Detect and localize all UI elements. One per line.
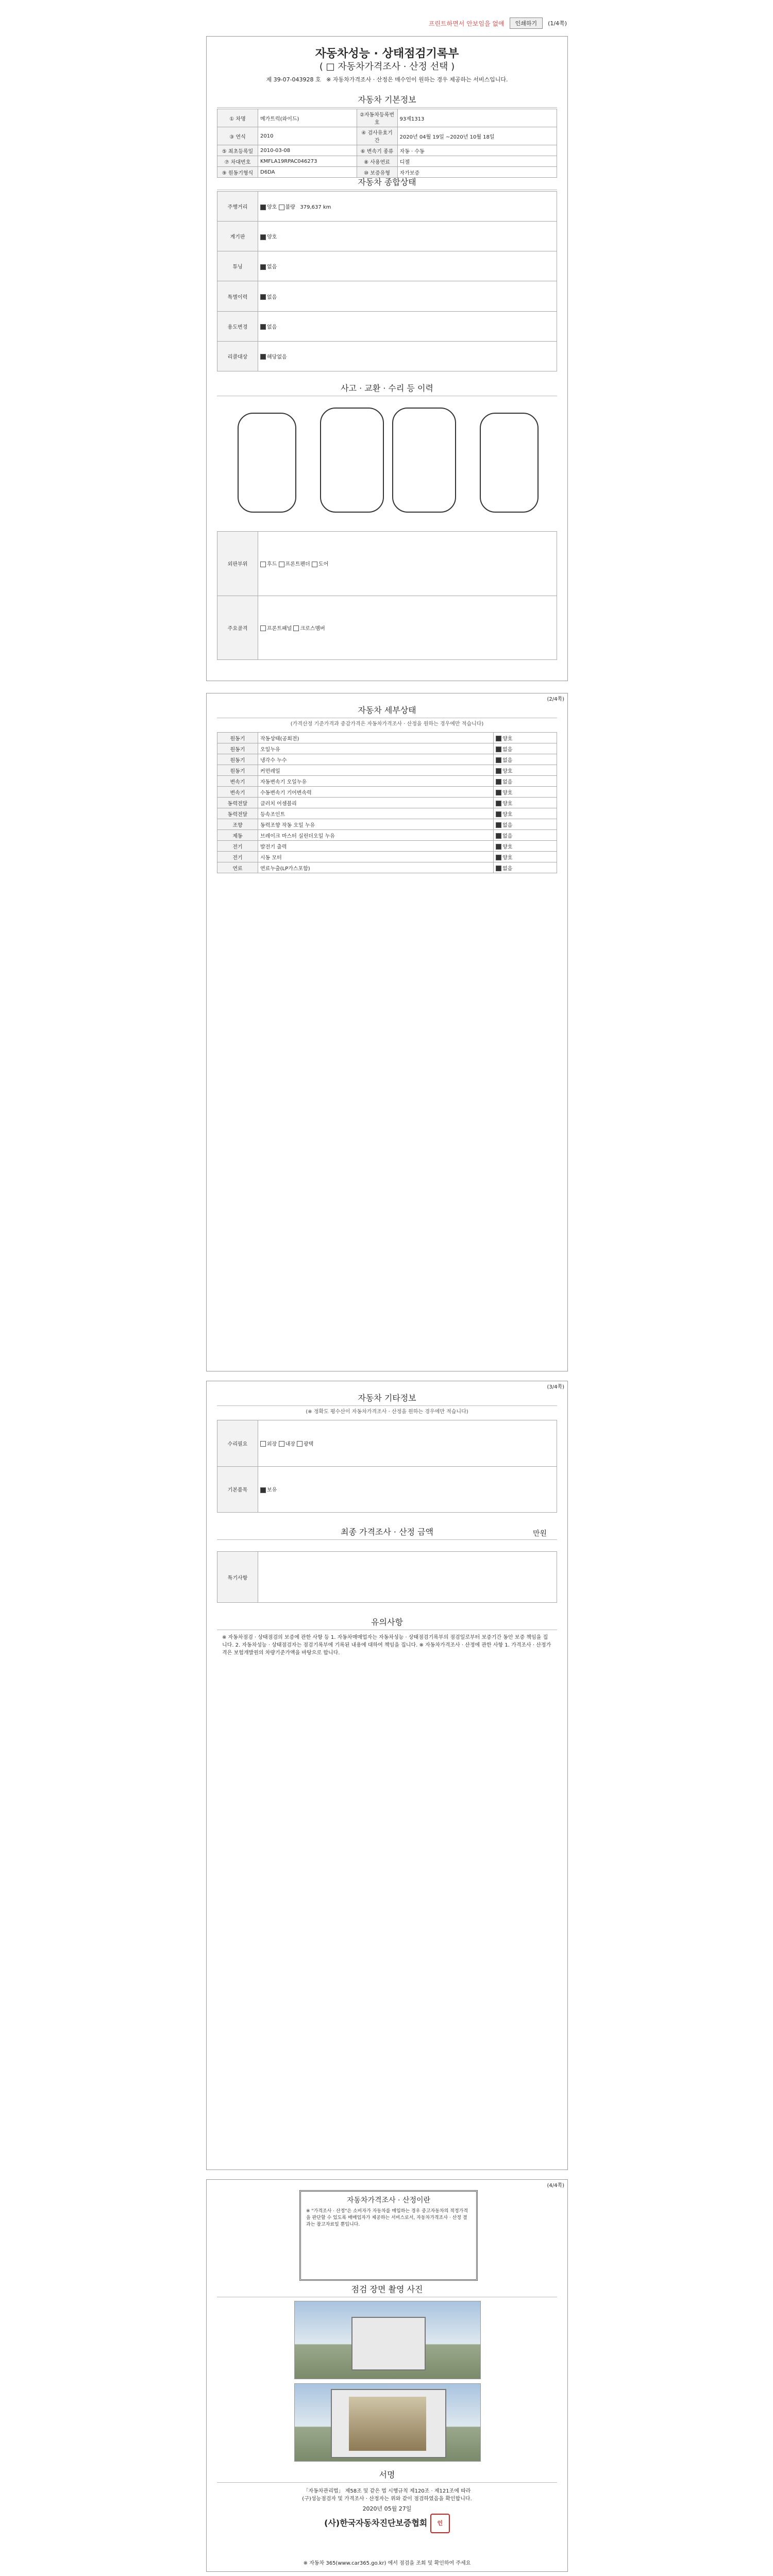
status-text: 양호 — [502, 855, 513, 861]
status — [494, 776, 557, 787]
car-side-right — [480, 413, 539, 513]
status-text: 없음 — [502, 822, 513, 828]
section-basic-info: 자동차 기본정보 — [217, 93, 557, 108]
value — [258, 1552, 557, 1603]
checkbox[interactable] — [496, 779, 501, 785]
value: 외장 내장 광택 — [258, 1420, 557, 1467]
status-text: 없음 — [502, 747, 513, 753]
table-row — [217, 787, 557, 798]
page-indicator: (1/4쪽) — [548, 20, 567, 27]
value: KMFLA19RPAC046273 — [258, 156, 357, 167]
label: 수리필요 — [217, 1420, 258, 1467]
page-number: (4/4쪽) — [547, 2183, 564, 2189]
item: 브레이크 마스터 실린더오일 누유 — [258, 830, 494, 841]
info-box-title: 자동차가격조사 · 산정이란 — [346, 2196, 431, 2205]
section-accident-history: 사고 · 교환 · 수리 등 이력 — [217, 382, 557, 396]
footer-note: ※ 자동차 365(www.car365.go.kr) 에서 점검을 조회 및 확인하여 주세요 — [303, 2561, 471, 2566]
section-subtitle: (※ 정확도 평수산이 자동차가격조사 · 산정을 원하는 경우에만 적습니다) — [306, 1409, 468, 1415]
official-stamp: 인 — [430, 2514, 450, 2533]
group: 조향 — [217, 819, 258, 830]
page-2 — [206, 693, 568, 1371]
item: 발전기 출력 — [258, 841, 494, 852]
label: 외판부위 — [217, 532, 258, 596]
status — [494, 733, 557, 743]
group: 전기 — [217, 841, 258, 852]
status-text: 없음 — [502, 833, 513, 839]
group: 연료 — [217, 862, 258, 873]
value: 2010-03-08 — [258, 145, 357, 156]
value: D6DA — [258, 167, 357, 178]
sign-line-1: 「자동차관리법」 제58조 및 같은 법 시행규칙 제120조 · 제121조에 따라 — [303, 2488, 471, 2494]
notice-body: ※ 자동차점검 · 상태점검의 보증에 관한 사항 등 1. 자동차매매업자는 자동차성능 · 상태점검기록부의 점검일로부터 보증기간 동안 보증 책임을 집니다. 2. 자동차성능 · 상태점검자는 점검기록부에 기록된 내용에 대하여 책임을 집니다. ※ 자동차가격조사 · 산정에 관한 사항 1. 가격조사 · 산정가격은 보험개발원의 차량기준가액을 바탕으로 합니다. — [222, 1635, 551, 1656]
mileage: 379,637 km — [300, 205, 331, 211]
item: 수동변속기 기어변속력 — [258, 787, 494, 798]
value: 프론트패널 크로스멤버 — [258, 596, 557, 660]
page-4 — [206, 2179, 568, 2572]
status-text: 양호 — [502, 736, 513, 742]
table-row — [217, 109, 557, 127]
group: 원동기 — [217, 733, 258, 743]
checkbox[interactable] — [297, 1441, 303, 1447]
checkbox[interactable] — [496, 768, 501, 774]
item: 오일누유 — [258, 743, 494, 754]
table-row — [217, 341, 557, 371]
checkbox[interactable] — [260, 1487, 266, 1493]
table-row — [217, 765, 557, 776]
status — [494, 787, 557, 798]
group: 원동기 — [217, 765, 258, 776]
label: ⑨ 원동기형식 — [217, 167, 258, 178]
sign-date: 2020년 05월 27일 — [362, 2505, 412, 2512]
company-label: (사)한국자동차진단보증협회 — [324, 2518, 428, 2528]
table-row — [217, 596, 557, 660]
value: 2020년 04월 19일 ~2020년 10월 18일 — [397, 127, 557, 145]
status — [494, 754, 557, 765]
status-text: 양호 — [502, 844, 513, 850]
accident-table — [217, 531, 557, 660]
checkbox[interactable] — [293, 625, 299, 631]
table-row — [217, 145, 557, 156]
photo-truck-front — [294, 2301, 481, 2379]
basic-info-table — [217, 109, 557, 178]
status-text: 없음 — [502, 757, 513, 764]
page-3 — [206, 1381, 568, 2170]
checkbox[interactable] — [279, 1441, 284, 1447]
status-text: 양호 — [502, 811, 513, 818]
section-notice: 유의사항 — [217, 1616, 557, 1630]
group: 변속기 — [217, 787, 258, 798]
value: 해당없음 — [258, 341, 557, 371]
checkbox[interactable] — [496, 736, 501, 741]
table-row — [217, 1466, 557, 1513]
checkbox[interactable] — [260, 1441, 266, 1447]
item: 클러치 어셈블리 — [258, 798, 494, 808]
table-row — [217, 733, 557, 743]
checkbox[interactable] — [260, 354, 266, 360]
group: 원동기 — [217, 743, 258, 754]
table-row — [217, 830, 557, 841]
value: 없음 — [258, 281, 557, 311]
page-subtitle: ( □ 자동차가격조사 · 산정 선택 ) — [319, 61, 455, 72]
value: 양호 — [258, 222, 557, 251]
detail-table — [217, 732, 557, 873]
group: 동력전달 — [217, 808, 258, 819]
car-diagram — [227, 402, 547, 521]
label: 특기사항 — [217, 1552, 258, 1603]
section-signature: 서명 — [217, 2468, 557, 2483]
section-other-info: 자동차 기타정보 — [217, 1392, 557, 1406]
item: 작동상태(공회전) — [258, 733, 494, 743]
label: 튜닝 — [217, 251, 258, 281]
section-detail-status: 자동차 세부상태 — [217, 704, 557, 718]
checkbox[interactable] — [260, 234, 266, 240]
value: 디젤 — [397, 156, 557, 167]
status-text: 없음 — [502, 866, 513, 872]
section-subtitle: (가격산정 기준가격과 중감가격은 자동차가격조사 · 산정을 원하는 경우에만 적습니다) — [290, 721, 484, 727]
checkbox[interactable] — [496, 866, 501, 871]
checkbox[interactable] — [496, 833, 501, 839]
label: ④ 검사유효기간 — [357, 127, 397, 145]
table-row — [217, 281, 557, 311]
section-photos: 점검 장면 촬영 사진 — [217, 2283, 557, 2297]
checkbox[interactable] — [260, 324, 266, 330]
label: ②자동차등록번호 — [357, 109, 397, 127]
label: ⑦ 차대번호 — [217, 156, 258, 167]
group: 변속기 — [217, 776, 258, 787]
status — [494, 819, 557, 830]
table-row — [217, 1552, 557, 1603]
page-title: 자동차성능 · 상태점검기록부 — [315, 47, 459, 60]
table-row — [217, 311, 557, 341]
checkbox[interactable] — [496, 811, 501, 817]
item: 동력조향 작동 오일 누유 — [258, 819, 494, 830]
service-notice: ※ 자동차가격조사 · 산정은 매수인이 원하는 경우 제공하는 서비스입니다. — [326, 76, 508, 83]
special-notes-table — [217, 1551, 557, 1603]
table-row — [217, 1420, 557, 1467]
table-row — [217, 819, 557, 830]
checkbox[interactable] — [496, 747, 501, 752]
table-row — [217, 798, 557, 808]
value: 2010 — [258, 127, 357, 145]
form-number-row — [222, 75, 552, 83]
top-toolbar — [206, 16, 567, 30]
truck-cargo-interior — [349, 2397, 426, 2451]
page-number: (2/4쪽) — [547, 697, 564, 702]
status — [494, 765, 557, 776]
company-name — [207, 2514, 567, 2533]
table-row — [217, 743, 557, 754]
truck-front — [351, 2317, 426, 2370]
value: 없음 — [258, 251, 557, 281]
table-row — [217, 776, 557, 787]
status — [494, 862, 557, 873]
photo-truck-rear — [294, 2383, 481, 2462]
label: 계기판 — [217, 222, 258, 251]
value: 93제1313 — [397, 109, 557, 127]
print-button[interactable]: 인쇄하기 — [510, 18, 543, 29]
group: 동력전달 — [217, 798, 258, 808]
print-note: 프린트하면서 안보임을 없애 — [428, 20, 505, 27]
label: ⑤ 최초등록일 — [217, 145, 258, 156]
checkbox[interactable] — [496, 790, 501, 795]
checkbox[interactable] — [260, 294, 266, 300]
checkbox[interactable] — [279, 562, 284, 567]
sign-line-2: (구)성능점검자 및 가격조사 · 산정자는 위와 같이 점검하였음을 확인합니다. — [302, 2496, 472, 2502]
item: 시동 모터 — [258, 852, 494, 862]
status-text: 없음 — [502, 779, 513, 785]
status-text: 양호 — [502, 801, 513, 807]
status — [494, 841, 557, 852]
checkbox[interactable] — [260, 562, 266, 567]
status — [494, 808, 557, 819]
item: 냉각수 누수 — [258, 754, 494, 765]
table-row — [217, 251, 557, 281]
other-info-table — [217, 1420, 557, 1513]
table-row — [217, 222, 557, 251]
table-row — [217, 156, 557, 167]
label: ⑥ 변속기 종류 — [357, 145, 397, 156]
table-row — [217, 192, 557, 222]
section-overall-status: 자동차 종합상태 — [217, 176, 557, 190]
checkbox[interactable] — [260, 205, 266, 210]
table-row — [217, 808, 557, 819]
car-top-view — [320, 408, 384, 513]
status — [494, 830, 557, 841]
item: 등속조인트 — [258, 808, 494, 819]
value: 자동 · 수동 — [397, 145, 557, 156]
label: ⑩ 보증유형 — [357, 167, 397, 178]
item: 연료누출(LP가스포함) — [258, 862, 494, 873]
group: 원동기 — [217, 754, 258, 765]
status — [494, 798, 557, 808]
label: 리콜대상 — [217, 341, 258, 371]
checkbox[interactable] — [260, 625, 266, 631]
label: 용도변경 — [217, 311, 258, 341]
overall-status-table — [217, 191, 557, 371]
checkbox[interactable] — [260, 264, 266, 270]
value: 없음 — [258, 311, 557, 341]
checkbox[interactable] — [496, 822, 501, 828]
status-text: 양호 — [502, 790, 513, 796]
group: 전기 — [217, 852, 258, 862]
checkbox[interactable] — [312, 562, 317, 567]
label: 주행거리 — [217, 192, 258, 222]
page-1 — [206, 36, 568, 681]
value: 메가트럭(와이드) — [258, 109, 357, 127]
label: 특별이력 — [217, 281, 258, 311]
value: 자가보증 — [397, 167, 557, 178]
value: 보유 — [258, 1466, 557, 1513]
label: ③ 연식 — [217, 127, 258, 145]
table-row — [217, 862, 557, 873]
checkbox[interactable] — [496, 757, 501, 763]
label: 주요골격 — [217, 596, 258, 660]
car-frame-view — [392, 408, 456, 513]
label: 기본품목 — [217, 1466, 258, 1513]
page-number: (3/4쪽) — [547, 1384, 564, 1390]
mileage-value: 양호 불량 379,637 km — [258, 192, 557, 222]
section-final-price: 최종 가격조사 · 산정 금액 — [217, 1526, 557, 1540]
checkbox[interactable] — [496, 801, 501, 806]
checkbox[interactable] — [496, 855, 501, 860]
status — [494, 852, 557, 862]
label: ① 차명 — [217, 109, 258, 127]
checkbox[interactable] — [496, 844, 501, 850]
info-box-body: ※ "가격조사 · 산정"은 소비자가 자동차를 매입하는 경우 중고자동차의 적정가격을 판단할 수 있도록 매매업자가 제공하는 서비스로서, 자동차가격조사 · 산정 결과는 참고자료일 뿐입니다. — [306, 2209, 468, 2227]
table-row — [217, 841, 557, 852]
item: 자동변속기 오일누유 — [258, 776, 494, 787]
info-box — [299, 2190, 478, 2281]
checkbox[interactable] — [279, 205, 284, 210]
table-row — [217, 754, 557, 765]
table-row — [217, 532, 557, 596]
form-number: 제 39-07-043928 호 — [266, 76, 321, 83]
status — [494, 743, 557, 754]
price-unit: 만원 — [532, 1530, 547, 1538]
label: ⑧ 사용연료 — [357, 156, 397, 167]
table-row — [217, 852, 557, 862]
item: 커먼레일 — [258, 765, 494, 776]
value: 후드 프론트펜더 도어 — [258, 532, 557, 596]
group: 제동 — [217, 830, 258, 841]
status-text: 양호 — [502, 768, 513, 774]
table-row — [217, 127, 557, 145]
car-side-left — [238, 413, 296, 513]
